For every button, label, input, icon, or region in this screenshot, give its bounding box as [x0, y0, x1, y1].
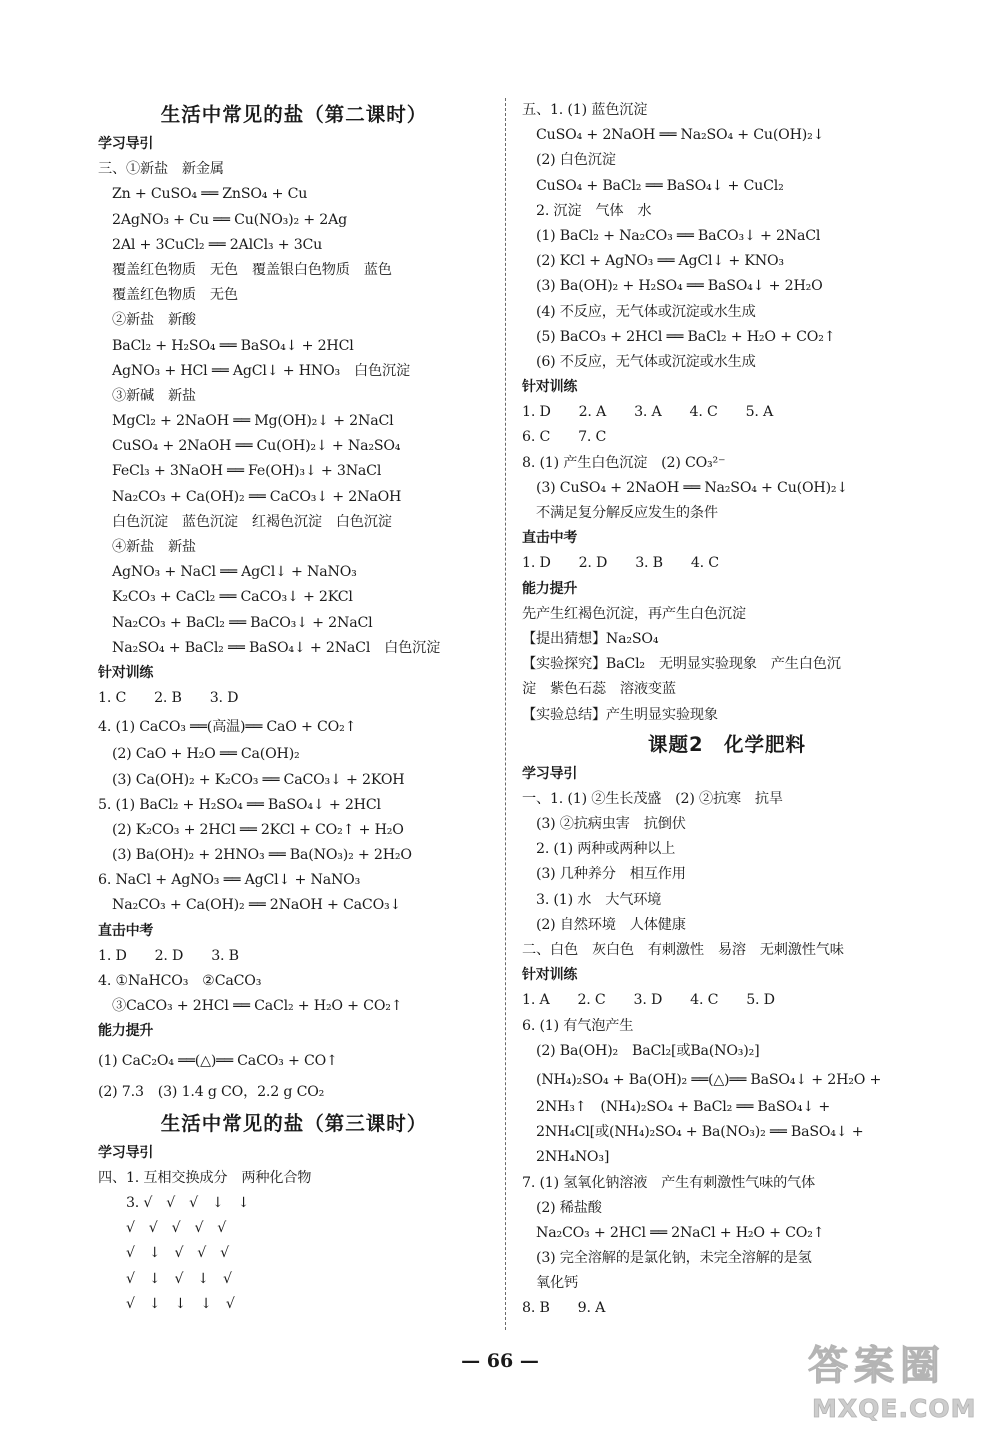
- answer-line: Na₂CO₃ + 2HCl ══ 2NaCl + H₂O + CO₂↑: [522, 1224, 825, 1241]
- watermark-text-bottom: MXQE.COM: [812, 1394, 977, 1423]
- watermark-logo: [790, 1330, 995, 1435]
- answer-line: 8. B 9. A: [522, 1300, 606, 1317]
- answer-line: 2. 沉淀 气体 水: [522, 202, 652, 219]
- section-heading: 学习导引: [98, 136, 154, 152]
- answer-line: 2. (1) 两种或两种以上: [522, 841, 676, 858]
- answer-line: CuSO₄ + 2NaOH ══ Cu(OH)₂↓ + Na₂SO₄: [98, 438, 401, 455]
- answer-line: (2) CaO + H₂O ══ Ca(OH)₂: [98, 746, 300, 763]
- answer-line: (2) K₂CO₃ + 2HCl ══ 2KCl + CO₂↑ + H₂O: [98, 821, 404, 838]
- answer-line: BaCl₂ + H₂SO₄ ══ BaSO₄↓ + 2HCl: [98, 337, 354, 354]
- answer-line: (3) 几种养分 相互作用: [522, 866, 686, 883]
- answer-line: √ ↓ √ √ √: [98, 1245, 229, 1262]
- answer-line: (2) KCl + AgNO₃ ══ AgCl↓ + KNO₃: [522, 253, 784, 270]
- answer-line: MgCl₂ + 2NaOH ══ Mg(OH)₂↓ + 2NaCl: [98, 413, 394, 430]
- answer-line: (4) 不反应，无气体或沉淀或水生成: [522, 303, 756, 320]
- section-title: 生活中常见的盐（第二课时）: [160, 103, 428, 126]
- watermark-text-top: 答案圈: [808, 1343, 946, 1389]
- answer-line: 3. (1) 水 大气环境: [522, 891, 662, 908]
- answer-line: 不满足复分解反应发生的条件: [522, 505, 718, 521]
- answer-line: (3) CuSO₄ + 2NaOH ══ Na₂SO₄ + Cu(OH)₂↓: [522, 479, 849, 496]
- answer-line: ②新盐 新酸: [98, 312, 196, 329]
- answer-line: 先产生红褐色沉淀，再产生白色沉淀: [522, 605, 746, 622]
- section-heading: 能力提升: [522, 580, 578, 597]
- answer-line: ③新碱 新盐: [98, 387, 196, 404]
- answer-line: 【提出猜想】Na₂SO₄: [522, 630, 659, 647]
- answer-line: 覆盖红色物质 无色: [98, 287, 238, 304]
- answer-line: (2) 自然环境 人体健康: [522, 916, 686, 933]
- answer-line: Na₂SO₄ + BaCl₂ ══ BaSO₄↓ + 2NaCl 白色沉淀: [98, 639, 441, 656]
- answer-line: (6) 不反应，无气体或沉淀或水生成: [522, 353, 756, 370]
- answer-line: 2NH₄NO₃]: [522, 1149, 610, 1166]
- section-heading: 针对训练: [98, 664, 154, 681]
- answer-line: 2NH₄Cl[或(NH₄)₂SO₄ + Ba(NO₃)₂ ══ BaSO₄↓ +: [522, 1124, 864, 1141]
- section-heading: 直击中考: [98, 922, 154, 939]
- answer-line: (2) 稀盐酸: [522, 1199, 602, 1216]
- answer-line: 1. D 2. A 3. A 4. C 5. A: [522, 404, 774, 421]
- answer-line: √ ↓ ↓ ↓ √: [98, 1295, 235, 1312]
- answer-line: 4. (1) CaCO₃ ══(高温)══ CaO + CO₂↑: [98, 719, 357, 736]
- answer-line: 1. A 2. C 3. D 4. C 5. D: [522, 992, 775, 1009]
- answer-line: 1. D 2. D 3. B: [98, 947, 239, 964]
- answer-line: 五、1. (1) 蓝色沉淀: [522, 102, 648, 118]
- answer-line: 8. (1) 产生白色沉淀 (2) CO₃²⁻: [522, 454, 726, 471]
- right-column: [522, 98, 932, 1322]
- answer-line: 6. NaCl + AgNO₃ ══ AgCl↓ + NaNO₃: [98, 872, 361, 889]
- answer-line: √ √ √ √ √: [98, 1220, 227, 1237]
- answer-line: ③CaCO₃ + 2HCl ══ CaCl₂ + H₂O + CO₂↑: [98, 998, 403, 1015]
- answer-line: 一、1. (1) ②生长茂盛 (2) ②抗寒 抗旱: [522, 790, 783, 807]
- answer-line: 白色沉淀 蓝色沉淀 红褐色沉淀 白色沉淀: [98, 513, 392, 530]
- answer-line: 氧化钙: [522, 1275, 578, 1292]
- answer-line: 4. ①NaHCO₃ ②CaCO₃: [98, 973, 262, 989]
- answer-line: (1) CaC₂O₄ ══(△)══ CaCO₃ + CO↑: [98, 1052, 338, 1069]
- answer-line: 四、1. 互相交换成分 两种化合物: [98, 1169, 312, 1186]
- section-heading: 针对训练: [522, 379, 578, 396]
- answer-line: 【实验探究】BaCl₂ 无明显实验现象 产生白色沉: [522, 656, 841, 673]
- answer-line: (1) BaCl₂ + Na₂CO₃ ══ BaCO₃↓ + 2NaCl: [522, 227, 821, 244]
- answer-line: (3) Ba(OH)₂ + 2HNO₃ ══ Ba(NO₃)₂ + 2H₂O: [98, 847, 412, 864]
- answer-line: 2NH₃↑ (NH₄)₂SO₄ + BaCl₂ ══ BaSO₄↓ +: [522, 1098, 831, 1115]
- answer-line: Na₂CO₃ + Ca(OH)₂ ══ CaCO₃↓ + 2NaOH: [98, 488, 402, 505]
- answer-line: 三、①新盐 新金属: [98, 161, 224, 178]
- column-divider: [505, 98, 506, 1330]
- answer-line: FeCl₃ + 3NaOH ══ Fe(OH)₃↓ + 3NaCl: [98, 463, 382, 480]
- answer-line: 6. C 7. C: [522, 429, 607, 446]
- answer-line: Na₂CO₃ + BaCl₂ ══ BaCO₃↓ + 2NaCl: [98, 614, 373, 631]
- answer-line: 5. (1) BaCl₂ + H₂SO₄ ══ BaSO₄↓ + 2HCl: [98, 796, 381, 813]
- answer-line: (5) BaCO₃ + 2HCl ══ BaCl₂ + H₂O + CO₂↑: [522, 328, 836, 345]
- answer-line: 淀 紫色石蕊 溶液变蓝: [522, 681, 676, 698]
- answer-line: ④新盐 新盐: [98, 539, 196, 555]
- answer-line: AgNO₃ + NaCl ══ AgCl↓ + NaNO₃: [98, 564, 357, 581]
- answer-line: (3) Ca(OH)₂ + K₂CO₃ ══ CaCO₃↓ + 2KOH: [98, 771, 405, 788]
- answer-line: Na₂CO₃ + Ca(OH)₂ ══ 2NaOH + CaCO₃↓: [98, 897, 402, 914]
- section-title: 生活中常见的盐（第三课时）: [160, 1111, 428, 1135]
- answer-line: 2AgNO₃ + Cu ══ Cu(NO₃)₂ + 2Ag: [98, 211, 348, 228]
- answer-line: CuSO₄ + BaCl₂ ══ BaSO₄↓ + CuCl₂: [522, 177, 784, 194]
- answer-line: 2Al + 3CuCl₂ ══ 2AlCl₃ + 3Cu: [98, 236, 323, 253]
- answer-line: (2) 白色沉淀: [522, 152, 616, 169]
- answer-line: 【实验总结】产生明显实验现象: [522, 706, 718, 723]
- section-heading: 学习导引: [98, 1144, 154, 1161]
- section-title: 课题2 化学肥料: [647, 732, 807, 756]
- answer-line: (2) Ba(OH)₂ BaCl₂[或Ba(NO₃)₂]: [522, 1042, 760, 1059]
- left-column: [98, 98, 490, 1317]
- answer-line: 1. C 2. B 3. D: [98, 690, 239, 707]
- answer-line: (3) 完全溶解的是氯化钠，未完全溶解的是氢: [522, 1250, 812, 1267]
- answer-line: (3) ②抗病虫害 抗倒伏: [522, 816, 686, 833]
- answer-line: Zn + CuSO₄ ══ ZnSO₄ + Cu: [98, 186, 308, 203]
- page-number: — 66 —: [461, 1350, 539, 1372]
- section-heading: 针对训练: [522, 967, 578, 984]
- answer-line: 1. D 2. D 3. B 4. C: [522, 555, 719, 572]
- section-heading: 直击中考: [522, 530, 578, 547]
- answer-line: 覆盖红色物质 无色 覆盖银白色物质 蓝色: [98, 261, 392, 278]
- answer-line: (3) Ba(OH)₂ + H₂SO₄ ══ BaSO₄↓ + 2H₂O: [522, 278, 823, 295]
- answer-line: K₂CO₃ + CaCl₂ ══ CaCO₃↓ + 2KCl: [98, 589, 353, 606]
- answer-line: 7. (1) 氢氧化钠溶液 产生有刺激性气味的气体: [522, 1174, 816, 1191]
- answer-line: √ ↓ √ ↓ √: [98, 1270, 232, 1287]
- answer-line: 二、白色 灰白色 有刺激性 易溶 无刺激性气味: [522, 942, 844, 958]
- answer-line: CuSO₄ + 2NaOH ══ Na₂SO₄ + Cu(OH)₂↓: [522, 127, 825, 144]
- answer-line: (NH₄)₂SO₄ + Ba(OH)₂ ══(△)══ BaSO₄↓ + 2H₂O +: [522, 1071, 882, 1088]
- answer-line: 6. (1) 有气泡产生: [522, 1017, 634, 1034]
- answer-line: 3. √ √ √ ↓ ↓: [98, 1194, 250, 1211]
- section-heading: 学习导引: [522, 765, 578, 782]
- answer-line: AgNO₃ + HCl ══ AgCl↓ + HNO₃ 白色沉淀: [98, 362, 410, 379]
- section-heading: 能力提升: [98, 1023, 154, 1040]
- answer-line: (2) 7.3 (3) 1.4 g CO，2.2 g CO₂: [98, 1083, 325, 1100]
